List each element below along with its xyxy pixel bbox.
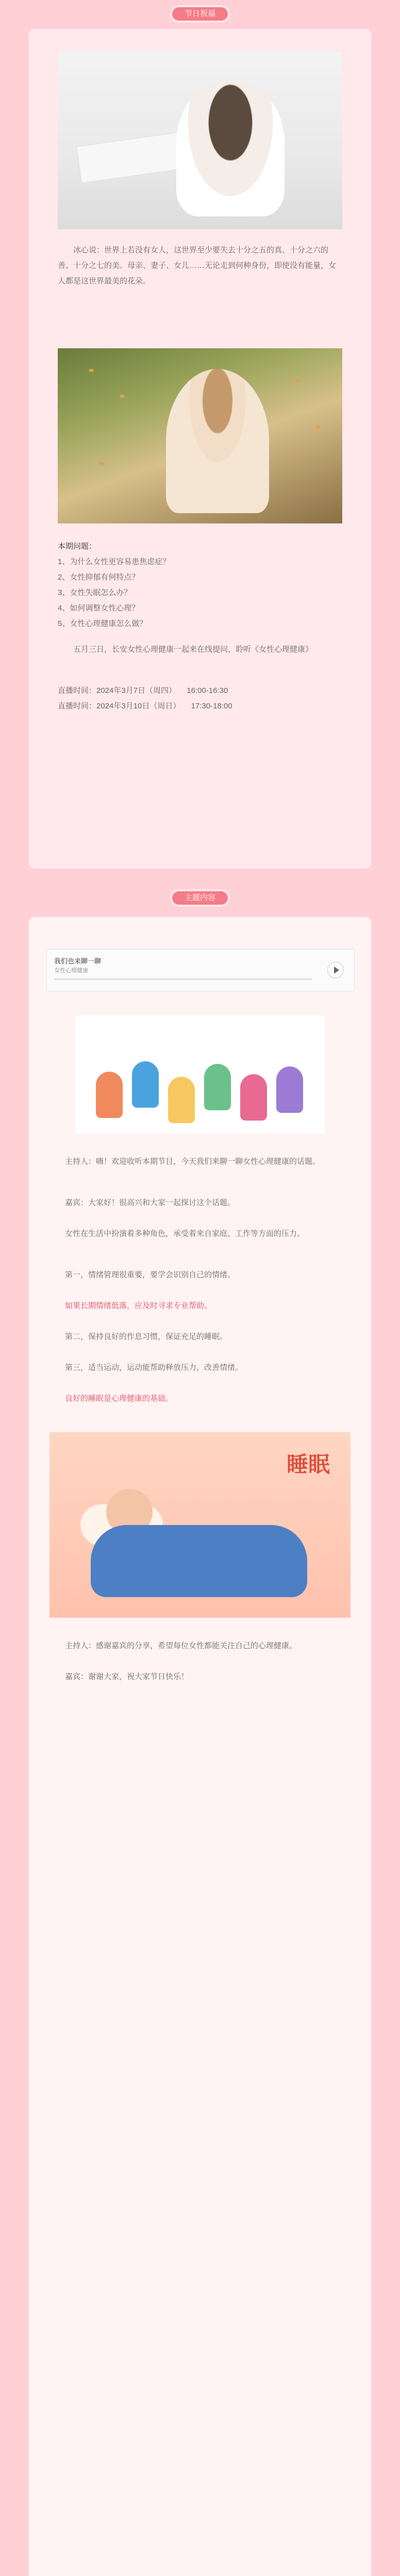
person-shape: [176, 82, 285, 216]
blanket-shape: [91, 1525, 307, 1597]
questions-title: 本期问题：: [58, 542, 97, 551]
section2-badge: 主题内容: [172, 891, 228, 905]
paragraph-1: 主持人：嗨！欢迎收听本期节目，今天我们来聊一聊女性心理健康的话题。: [65, 1157, 321, 1166]
question-2: 2、女性抑郁有何特点？: [58, 573, 140, 582]
question-1: 1、为什么女性更容易患焦虑症？: [58, 557, 171, 566]
section1-badge: 节日祝福: [172, 7, 228, 21]
live-time-value: 16:00-16:30: [187, 686, 228, 695]
audio-title: 我们也来聊一聊: [54, 957, 102, 965]
live-time: [58, 683, 346, 699]
book-shape: [76, 132, 185, 183]
autumn-woman-image: [58, 348, 342, 523]
paragraph-4: 第一，情绪管理很重要，要学会识别自己的情绪。: [65, 1270, 236, 1279]
replay-time: [58, 699, 346, 714]
notice-text: 五月三日，长安女性心理健康一起来在线提问，聆听《女性心理健康》: [73, 645, 313, 654]
question-4: 4、如何调整女性心理？: [58, 604, 140, 613]
closing-2: 嘉宾：谢谢大家，祝大家节日快乐！: [65, 1672, 189, 1681]
question-3: 3、女性失眠怎么办？: [58, 588, 132, 597]
play-icon[interactable]: [327, 962, 344, 978]
question-5: 5、女性心理健康怎么做？: [58, 619, 147, 628]
closing-1: 主持人：感谢嘉宾的分享，希望每位女性都能关注自己的心理健康。: [65, 1641, 297, 1650]
content-card: [29, 917, 371, 2576]
paragraph-6: 第三，适当运动，运动能帮助释放压力，改善情绪。: [65, 1363, 243, 1372]
paragraph-3: 女性在生活中扮演着多种角色，承受着来自家庭、工作等方面的压力。: [65, 1229, 305, 1238]
festival-card: [29, 29, 371, 869]
live-label: 直播时间：2024年3月7日（周四）: [58, 686, 177, 695]
replay-time-value: 17:30-18:00: [191, 702, 232, 710]
girl-shape: [166, 369, 269, 513]
reading-woman-image: [58, 52, 342, 229]
paragraph-2: 嘉宾：大家好！很高兴和大家一起探讨这个话题。: [65, 1198, 236, 1207]
audio-player[interactable]: [46, 949, 355, 991]
audio-progress-bar[interactable]: [54, 978, 312, 980]
paragraph-5: 第二，保持良好的作息习惯，保证充足的睡眠。: [65, 1332, 228, 1341]
sleep-illustration: [49, 1432, 351, 1618]
intro-text: 冰心说：世界上若没有女人，这世界至少要失去十分之五的真、十分之六的善、十分之七的美。母亲、妻子、女儿……无论走到何种身份，即使没有能量，女人都是这世界最美的花朵。: [58, 246, 337, 285]
sleep-word: 睡眠: [286, 1452, 330, 1477]
red-note-1: 如果长期情绪低落，应及时寻求专业帮助。: [65, 1301, 212, 1310]
kids-illustration: [75, 1015, 325, 1133]
audio-subtitle: 女性心理健康: [54, 968, 88, 974]
replay-label: 直播时间：2024年3月10日（周日）: [58, 702, 181, 710]
red-note-2: 良好的睡眠是心理健康的基础。: [65, 1394, 174, 1403]
